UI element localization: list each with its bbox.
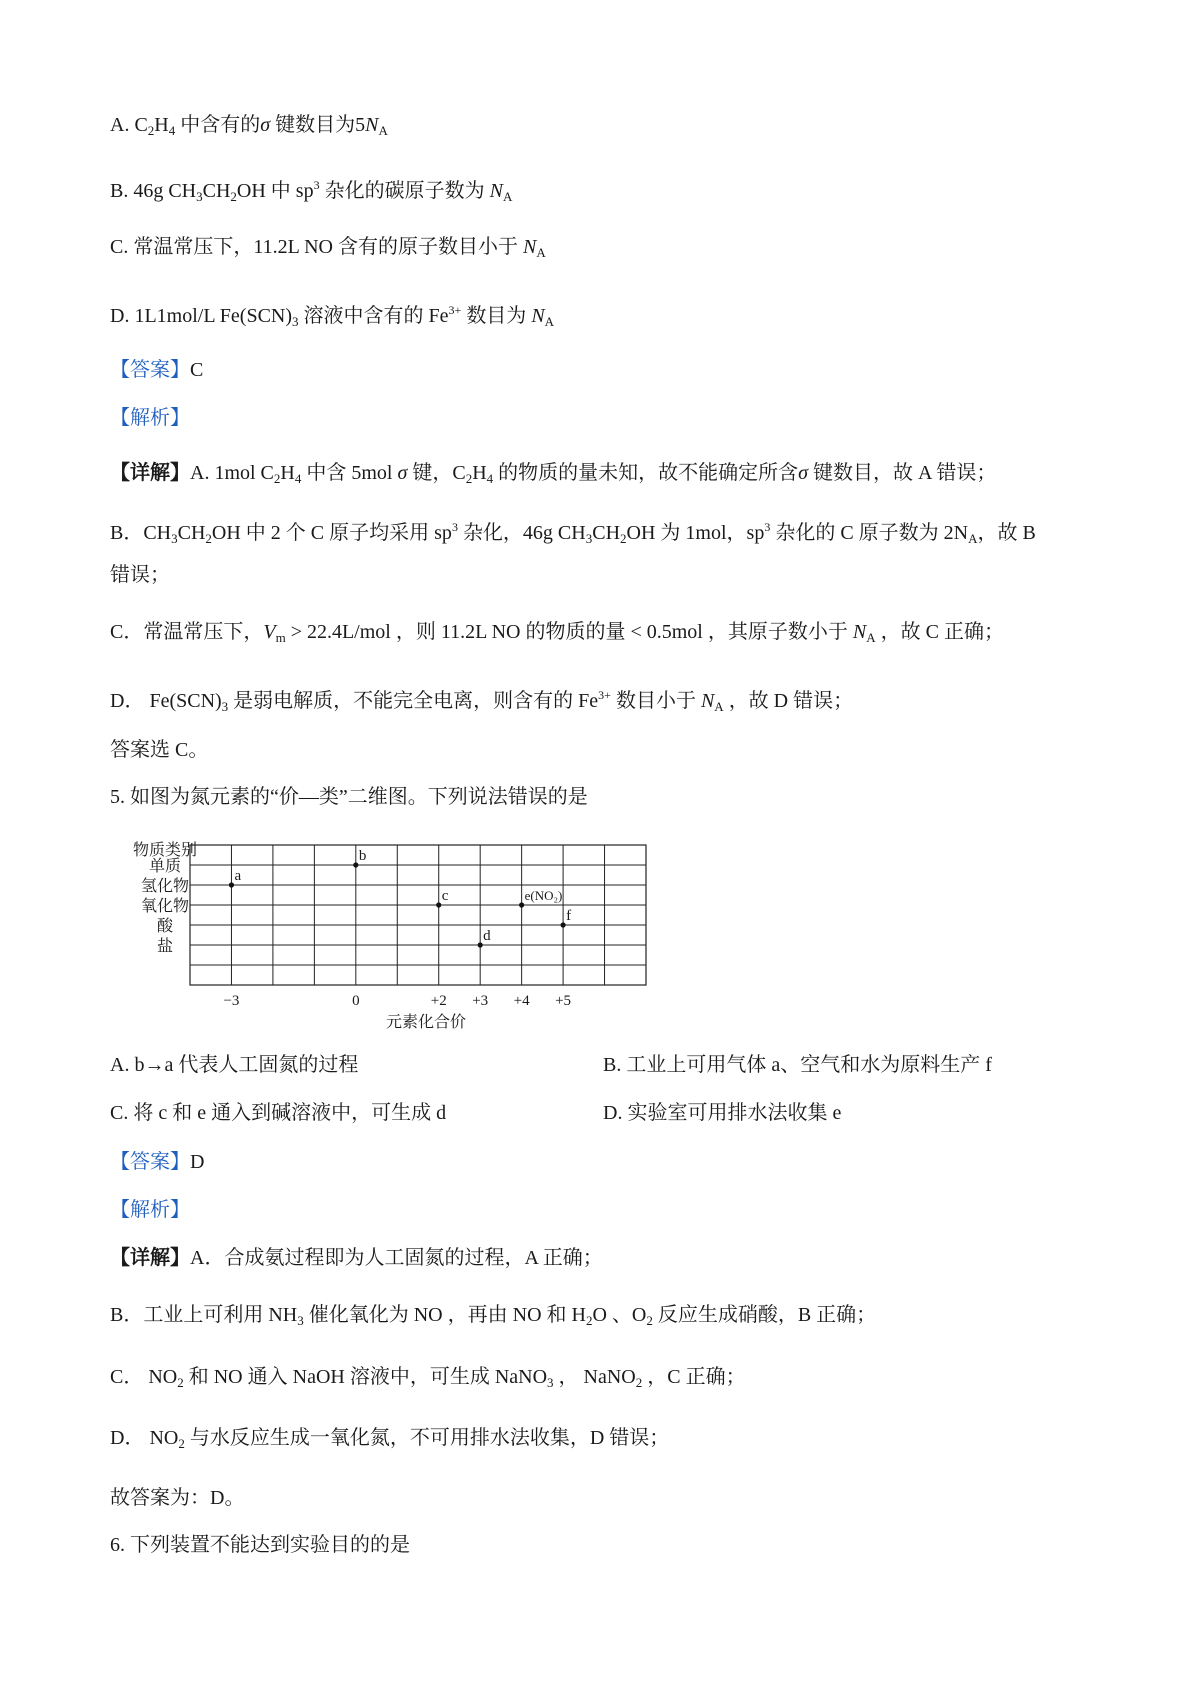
chart-y-labels <box>141 857 189 955</box>
x-tick-label: −3 <box>223 993 240 1009</box>
x-tick-label: +2 <box>430 993 447 1009</box>
q4-option-b: B. 46g $CH_3CH_2OH$ 中 $sp^3$ 杂化的碳原子数为 $N_A$ <box>110 178 513 204</box>
q6-stem: 6. 下列装置不能达到实验目的的是 <box>110 1534 410 1556</box>
q4-detail-b: B．$CH_3CH_2OH$ 中 2 个 C 原子均采用 $sp^3$ 杂化，46g $CH_3CH_2OH$ 为 1mol，$sp^3$ 杂化的 C 原子数为 $2N_A$，故 B <box>110 520 1036 546</box>
valence-class-chart <box>110 840 670 1035</box>
q4-detail-b-cont: 错误； <box>110 564 170 586</box>
chart-point <box>436 902 441 907</box>
y-category-label: 盐 <box>156 938 174 955</box>
chart-x-labels <box>223 993 571 1009</box>
chart-point <box>560 922 565 927</box>
q5-detail-b: B．工业上可利用 $NH_3$ 催化氧化为 NO ，再由 NO 和 $H_2O$ 、$O_2$ 反应生成硝酸，B 正确； <box>110 1304 877 1328</box>
point-label: b <box>358 848 367 864</box>
chart-points <box>229 848 571 948</box>
chart-x-title: 元素化合价 <box>385 1014 467 1031</box>
point-label: f <box>566 908 572 924</box>
chart-frame <box>190 845 646 985</box>
point-label: c <box>441 888 449 904</box>
q5-answer: 【答案】D <box>110 1151 205 1173</box>
q4-option-d: D. 1L1mol/L $Fe(SCN)_3$ 溶液中含有的 $Fe^{3+}$ 数目为 $N_A$ <box>110 303 555 329</box>
y-category-label: 酸 <box>156 918 174 935</box>
q5-analysis-heading: 【解析】 <box>110 1199 190 1221</box>
q5-detail-a: 【详解】A．合成氨过程即为人工固氮的过程，A 正确； <box>110 1247 603 1269</box>
q4-detail-d: D． $Fe(SCN)_3$ 是弱电解质，不能完全电离，则含有的 $Fe^{3+}$ 数目小于 $N_A$ ，故 D 错误； <box>110 688 854 714</box>
x-tick-label: +4 <box>513 993 530 1009</box>
q5-option-d: D. 实验室可用排水法收集 e <box>603 1102 842 1124</box>
y-category-label: 氢化物 <box>140 878 190 895</box>
point-label: d <box>483 928 491 944</box>
q5-final-answer: 故答案为：D。 <box>110 1487 245 1509</box>
chart-y-title: 物质类别 <box>132 842 198 859</box>
q4-option-c: C. 常温常压下，11.2L NO 含有的原子数目小于 $N_A$ <box>110 236 546 260</box>
q5-option-c: C. 将 c 和 e 通入到碱溶液中，可生成 d <box>110 1102 447 1124</box>
q4-detail-a: 【详解】A. 1mol $C_2H_4$ 中含 5mol σ 键，$C_2H_4$ 的物质的量未知，故不能确定所含σ 键数目，故 A 错误； <box>110 462 997 486</box>
chart-point <box>519 902 524 907</box>
y-category-label: 单质 <box>148 858 182 875</box>
x-tick-label: 0 <box>352 993 360 1009</box>
q5-option-a: A. b→a 代表人工固氮的过程 <box>110 1054 359 1076</box>
chart-point <box>229 882 234 887</box>
q5-stem: 5. 如图为氮元素的“价—类”二维图。下列说法错误的是 <box>110 786 588 808</box>
chart-point <box>353 862 358 867</box>
x-tick-label: +5 <box>555 993 572 1009</box>
q4-option-a: A. $C_2H_4$ 中含有的σ 键数目为$5N_A$ <box>110 114 388 138</box>
q5-detail-d: D． $NO_2$ 与水反应生成一氧化氮，不可用排水法收集，D 错误； <box>110 1427 670 1451</box>
q4-analysis-heading: 【解析】 <box>110 407 190 429</box>
point-label: e(NO₂) <box>524 888 563 903</box>
chart-grid <box>190 845 646 985</box>
point-label: a <box>234 868 242 884</box>
q5-option-b: B. 工业上可用气体 a、空气和水为原料生产 f <box>603 1054 992 1076</box>
q4-detail-c: C．常温常压下，$V_m > 22.4L/mol$ ，则 11.2L NO 的物质的量 < 0.5mol ，其原子数小于 $N_A$ ，故 C 正确； <box>110 621 1004 645</box>
q4-answer: 【答案】C <box>110 359 204 381</box>
q4-final-answer: 答案选 C。 <box>110 739 209 761</box>
y-category-label: 氧化物 <box>140 898 190 915</box>
x-tick-label: +3 <box>472 993 489 1009</box>
q5-detail-c: C． $NO_2$ 和 NO 通入 NaOH 溶液中，可生成 NaNO$_3$ ， NaNO$_2$ ，C 正确； <box>110 1366 746 1390</box>
chart-point <box>478 942 483 947</box>
